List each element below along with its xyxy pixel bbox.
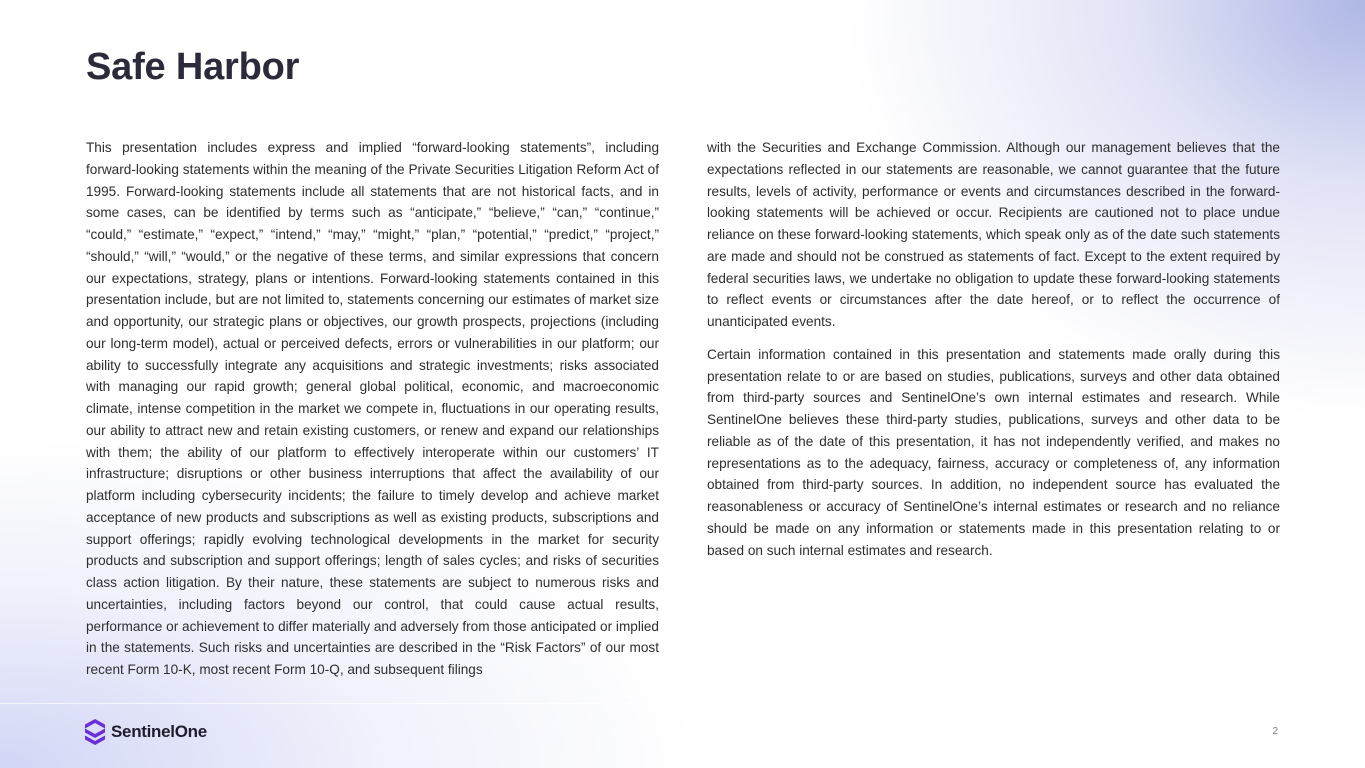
- right-text-column: [707, 137, 1280, 572]
- left-text-column: [86, 137, 659, 692]
- footer-divider: [0, 703, 1365, 704]
- page-number: 2: [1272, 726, 1278, 737]
- safe-harbor-paragraph-1: This presentation includes express and implied “forward-looking statements”, including forward-looking statements within the meaning of the Private Securities Litigation Reform Act of 1995. Forward-looking statements include all statements that are not historical facts, and in some cases, can be identified by terms such as “anticipate,” “believe,” “can,” “continue,” “could,” “estimate,” “expect,” “intend,” “may,” “might,” “plan,” “potential,” “predict,” “project,” “should,” “will,” “would,” or the negative of these terms, and similar expressions that concern our expectations, strategy, plans or intentions. Forward-looking statements contained in this presentation include, but are not limited to, statements concerning our estimates of market size and opportunity, our strategic plans or objectives, our growth prospects, projections (including our long-term model), actual or perceived defects, errors or vulnerabilities in our platform; our ability to successfully integrate any acquisitions and strategic investments; risks associated with managing our rapid growth; general global political, economic, and macroeconomic climate, intense competition in the market we compete in, fluctuations in our operating results, our ability to attract new and retain existing customers, or renew and expand our relationships with them; the ability of our platform to effectively interoperate within our customers’ IT infrastructure; disruptions or other business interruptions that affect the availability of our platform including cybersecurity incidents; the failure to timely develop and achieve market acceptance of new products and subscriptions as well as existing products, subscriptions and support offerings; rapidly evolving technological developments in the market for security products and subscription and support offerings; length of sales cycles; and risks of securities class action litigation. By their nature, these statements are subject to numerous risks and uncertainties, including factors beyond our control, that could cause actual results, performance or achievement to differ materially and adversely from those anticipated or implied in the statements. Such risks and uncertainties are described in the “Risk Factors” of our most recent Form 10-K, most recent Form 10-Q, and subsequent filings: [86, 140, 659, 677]
- sentinelone-logo-icon: [85, 719, 105, 745]
- safe-harbor-paragraph-2: with the Securities and Exchange Commission. Although our management believes that the expectations reflected in our statements are reasonable, we cannot guarantee that the future results, levels of activity, performance or events and circumstances described in the forward-looking statements will be achieved or occur. Recipients are cautioned not to place undue reliance on these forward-looking statements, which speak only as of the date such statements are made and should not be construed as statements of fact. Except to the extent required by federal securities laws, we undertake no obligation to update these forward-looking statements to reflect events or circumstances after the date hereof, or to reflect the occurrence of unanticipated events.: [707, 140, 1280, 329]
- page-title: Safe Harbor: [86, 46, 300, 88]
- safe-harbor-paragraph-3: Certain information contained in this presentation and statements made orally during this presentation relate to or are based on studies, publications, surveys and other data obtained from third-party sources and SentinelOne’s own internal estimates and research. While SentinelOne believes these third-party studies, publications, surveys and other data to be reliable as of the date of this presentation, it has not independently verified, and makes no representations as to the adequacy, fairness, accuracy or completeness of, any information obtained from third-party sources. In addition, no independent source has evaluated the reasonableness or accuracy of SentinelOne’s internal estimates or research and no reliance should be made on any information or statements made in this presentation relating to or based on such internal estimates and research.: [707, 346, 1280, 558]
- logo-wordmark: SentinelOne: [111, 722, 207, 741]
- company-logo: [85, 718, 207, 746]
